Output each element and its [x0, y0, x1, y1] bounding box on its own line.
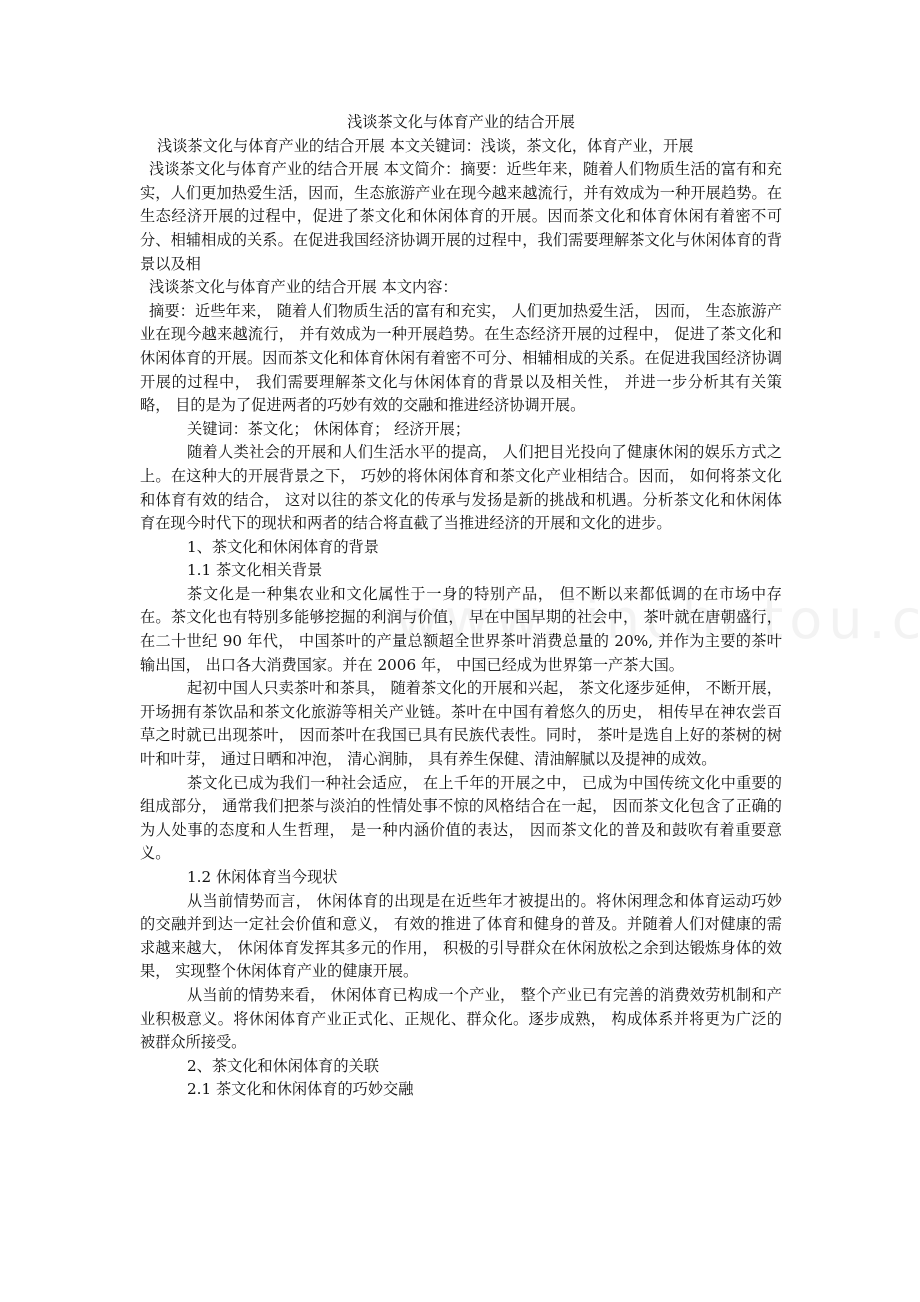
keywords-line: 浅谈茶文化与体育产业的结合开展 本文关键词：浅谈，茶文化，体育产业，开展 — [157, 136, 694, 155]
intro-paragraph: 随着人类社会的开展和人们生活水平的提高， 人们把目光投向了健康休闲的娱乐方式之上。在这种大的开展背景之下， 巧妙的将休闲体育和茶文化产业相结合。因而， 如何将茶文化和体育有效的结合， 这对以往的茶文化的传承与发扬是新的挑战和机遇。分析茶文化和休闲体育在现今时代下的现状和两者的结合将直截了当推进经济的开展和文化的进步。 — [140, 443, 782, 533]
keywords-paragraph: 关键词：茶文化； 休闲体育； 经济开展； — [187, 419, 471, 438]
section-heading-2: 2、茶文化和休闲体育的关联 — [187, 1056, 379, 1075]
subsection-heading-2-1: 2.1 茶文化和休闲体育的巧妙交融 — [187, 1080, 414, 1099]
subsection-heading-1-2: 1.2 休闲体育当今现状 — [187, 868, 338, 886]
summary-intro: 浅谈茶文化与体育产业的结合开展 本文简介：摘要：近些年来，随着人们物质生活的富有和充实，人们更加热爱生活，因而，生态旅游产业在现今越来越流行，并有效成为一种开展趋势。在生态经济开展的过程中，促进了茶文化和休闲体育的开展。因而茶文化和体育休闲有着密不可分、相辅相成的关系。在促进我国经济协调开展的过程中，我们需要理解茶文化与休闲体育的背景以及相 — [140, 160, 782, 273]
content-label: 浅谈茶文化与体育产业的结合开展 本文内容： — [149, 278, 458, 297]
body-paragraph: 茶文化已成为我们一种社会适应， 在上千年的开展之中， 已成为中国传统文化中重要的组成部分， 通常我们把茶与淡泊的性情处事不惊的风格结合在一起， 因而茶文化包含了正确的为人处事的态度和人生哲理， 是一种内涵价值的表达， 因而茶文化的普及和鼓吹有着重要意义。 — [140, 773, 782, 863]
section-heading-1: 1、茶文化和休闲体育的背景 — [187, 537, 379, 556]
body-paragraph: 从当前情势而言， 休闲体育的出现是在近些年才被提出的。将休闲理念和体育运动巧妙的交融并到达一定社会价值和意义， 有效的推进了体育和健身的普及。并随着人们对健康的需求越来越大， 休闲体育发挥其多元的作用， 积极的引导群众在休闲放松之余到达锻炼身体的效果， 实现整个休闲体育产业的健康开展。 — [140, 891, 782, 981]
body-paragraph: 从当前的情势来看， 休闲体育已构成一个产业， 整个产业已有完善的消费效劳机制和产业积极意义。将休闲体育产业正式化、正规化、群众化。逐步成熟， 构成体系并将更为广泛的被群众所接受。 — [140, 985, 782, 1052]
document-title: 浅谈茶文化与体育产业的结合开展 — [347, 113, 575, 131]
body-paragraph: 茶文化是一种集农业和文化属性于一身的特别产品， 但不断以来都低调的在市场中存在。茶文化也有特别多能够挖掘的利润与价值， 早在中国早期的社会中， 茶叶就在唐朝盛行， 在二十世纪 90 年代， 中国茶叶的产量总额超全世界茶叶消费总量的 20%, 并作为主要的茶叶输出国， 出口各大消费国家。并在 2006 年， 中国已经成为世界第一产茶大国。 — [140, 584, 782, 674]
abstract-paragraph: 摘要：近些年来， 随着人们物质生活的富有和充实， 人们更加热爱生活， 因而， 生态旅游产业在现今越来越流行， 并有效成为一种开展趋势。在生态经济开展的过程中， 促进了茶文化和休闲体育的开展。因而茶文化和体育休闲有着密不可分、相辅相成的关系。在促进我国经济协调开展的过程中， 我们需要理解茶文化与休闲体育的背景以及相关性， 并进一步分析其有关策略， 目的是为了促进两者的巧妙有效的交融和推进经济协调开展。 — [140, 301, 782, 415]
document-body — [140, 111, 782, 1102]
body-paragraph: 起初中国人只卖茶叶和茶具， 随着茶文化的开展和兴起， 茶文化逐步延伸， 不断开展， 开场拥有茶饮品和茶文化旅游等相关产业链。茶叶在中国有着悠久的历史， 相传早在神农尝百草之时就已出现茶叶， 因而茶叶在我国已具有民族代表性。同时， 茶叶是选自上好的茶树的树叶和叶芽， 通过日晒和冲泡， 清心润肺， 具有养生保健、清油解腻以及提神的成效。 — [140, 679, 782, 769]
subsection-heading-1-1: 1.1 茶文化相关背景 — [187, 561, 323, 580]
